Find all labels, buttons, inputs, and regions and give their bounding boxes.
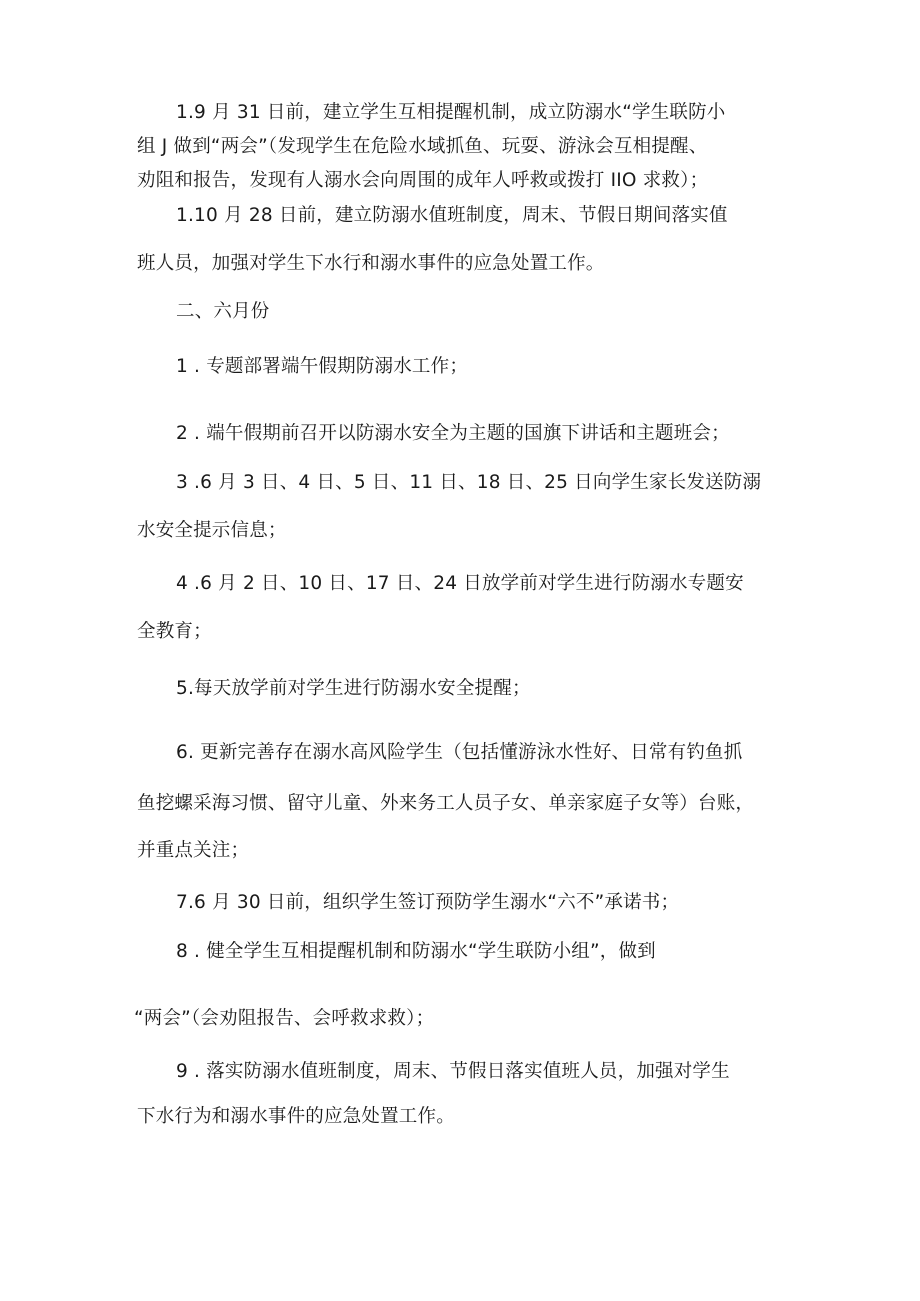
paragraph-line: 6. 更新完善存在溺水高风险学生（包括懂游泳水性好、日常有钓鱼抓 [176, 742, 743, 763]
paragraph-line: 下水行为和溺水事件的应急处置工作。 [137, 1106, 455, 1127]
paragraph-line: 劝阻和报告，发现有人溺水会向周围的成年人呼救或拨打 IIO 求救）； [137, 170, 709, 191]
paragraph-line: 7.6 月 30 日前，组织学生签订预防学生溺水“六不”承诺书； [176, 892, 680, 913]
paragraph-line: 班人员，加强对学生下水行和溺水事件的应急处置工作。 [137, 253, 605, 274]
paragraph-line: 1.10 月 28 日前，建立防溺水值班制度，周末、节假日期间落实值 [176, 205, 728, 226]
paragraph-line: 2 . 端午假期前召开以防溺水安全为主题的国旗下讲话和主题班会； [176, 423, 730, 444]
paragraph-line: 鱼挖螺采海习惯、留守儿童、外来务工人员子女、单亲家庭子女等）台账， [137, 793, 755, 814]
paragraph-line: 3 .6 月 3 日、4 日、5 日、11 日、18 日、25 日向学生家长发送防溺 [176, 472, 762, 493]
paragraph-line: 9 . 落实防溺水值班制度，周末、节假日落实值班人员，加强对学生 [176, 1061, 730, 1082]
paragraph-line: 8 . 健全学生互相提醒机制和防溺水“学生联防小组”，做到 [176, 941, 656, 962]
paragraph-line: 5.每天放学前对学生进行防溺水安全提醒； [176, 678, 531, 699]
paragraph-line: 1 . 专题部署端午假期防溺水工作； [176, 356, 469, 377]
section-heading: 二、六月份 [176, 301, 270, 322]
paragraph-line: 1.9 月 31 日前，建立学生互相提醒机制，成立防溺水“学生联防小 [176, 102, 726, 123]
paragraph-line: 全教育； [137, 621, 212, 642]
paragraph-line: “两会”（会劝阻报告、会呼救求救）； [134, 1008, 435, 1029]
paragraph-line: 组 J 做到“两会”（发现学生在危险水域抓鱼、玩耍、游泳会互相提醒、 [137, 136, 708, 157]
paragraph-line: 并重点关注； [137, 840, 250, 861]
paragraph-line: 水安全提示信息； [137, 520, 287, 541]
paragraph-line: 4 .6 月 2 日、10 日、17 日、24 日放学前对学生进行防溺水专题安 [176, 573, 744, 594]
